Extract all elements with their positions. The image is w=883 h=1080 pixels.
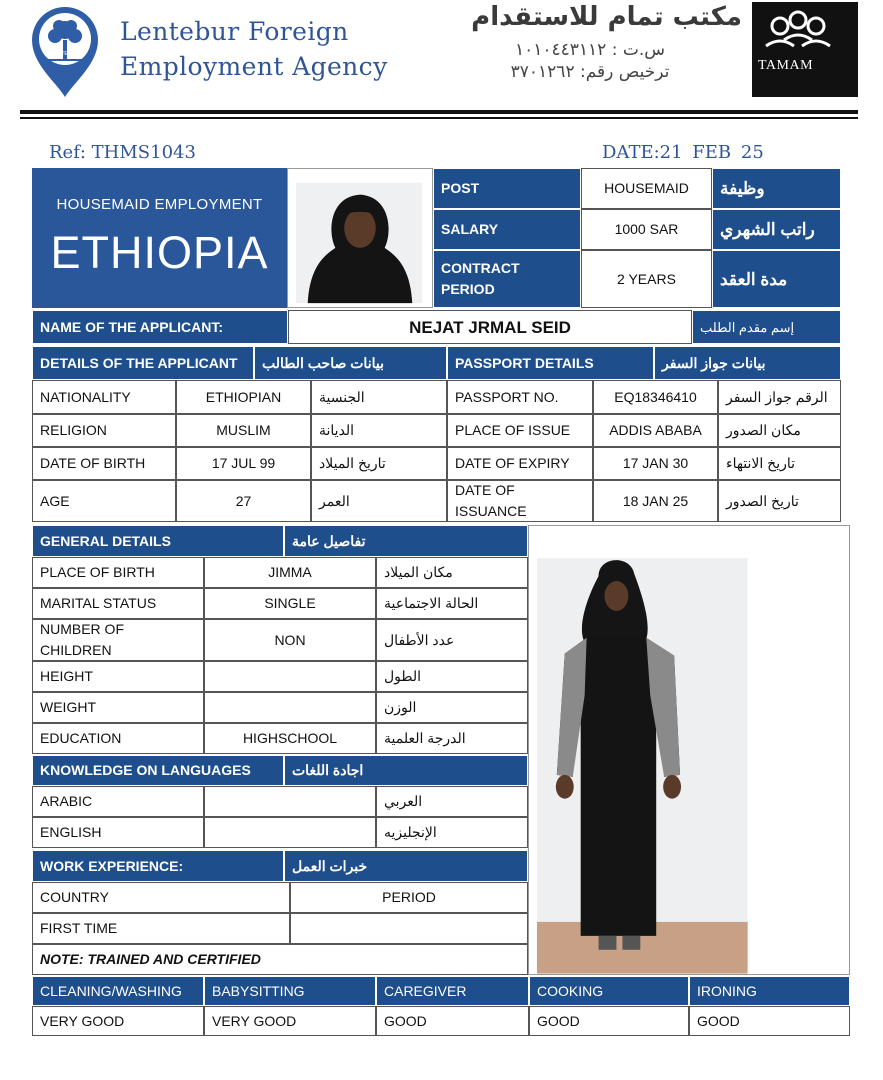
height-value [204,661,376,692]
passport-number-label: PASSPORT NO. [447,380,593,414]
date-of-expiry-label: DATE OF EXPIRY [447,447,593,480]
banner-subtitle: HOUSEMAID EMPLOYMENT [56,196,263,213]
applicant-headshot-photo [287,168,433,308]
skill-header-caregiver: CAREGIVER [376,976,529,1006]
place-of-birth-label: PLACE OF BIRTH [32,557,204,588]
salary-value: 1000 SAR [581,209,712,250]
place-of-issue-label: PLACE OF ISSUE [447,414,593,447]
salary-label: SALARY [433,209,581,250]
contract-period-label: CONTRACT PERIOD [433,250,581,308]
education-value: HIGHSCHOOL [204,723,376,754]
work-country-header: COUNTRY [32,882,290,913]
education-label-ar: الدرجة العلمية [376,723,528,754]
applicant-name-label-ar: إسم مقدم الطلب [692,310,841,344]
arabic-language-label-ar: العربي [376,786,528,817]
marital-status-value: SINGLE [204,588,376,619]
country-banner [32,168,287,308]
skill-level-babysitting: VERY GOOD [204,1006,376,1036]
place-of-issue-label-ar: مكان الصدور [718,414,841,447]
skill-header-babysitting: BABYSITTING [204,976,376,1006]
education-label: EDUCATION [32,723,204,754]
age-label-ar: العمر [311,480,447,522]
skill-header-cooking: COOKING [529,976,689,1006]
date-of-birth-label-ar: تاريخ الميلاد [311,447,447,480]
applicant-full-body-photo [528,525,850,975]
number-of-children-label-ar: عدد الأطفال [376,619,528,661]
contract-period-label-ar: مدة العقد [712,250,841,308]
languages-section-header: KNOWLEDGE ON LANGUAGES [32,755,284,786]
work-section-header: WORK EXPERIENCE: [32,850,284,882]
passport-section-header: PASSPORT DETAILS [447,346,654,380]
arabic-office-name: مكتب تمام للاستقدام [471,2,742,32]
religion-label: RELIGION [32,414,176,447]
tamam-logo [752,2,858,97]
skill-level-cleaning: VERY GOOD [32,1006,204,1036]
age-value: 27 [176,480,311,522]
work-period-header: PERIOD [290,882,528,913]
nationality-value: ETHIOPIAN [176,380,311,414]
weight-value [204,692,376,723]
document-date: DATE:21 FEB 25 [602,142,764,163]
date-of-expiry-label-ar: تاريخ الانتهاء [718,447,841,480]
arabic-cr-number: س.ت : ١٠١٠٤٤٣١١٢ [514,40,665,60]
contract-period-value: 2 YEARS [581,250,712,308]
applicant-name-label: NAME OF THE APPLICANT: [32,310,288,344]
religion-value: MUSLIM [176,414,311,447]
arabic-language-value [204,786,376,817]
languages-section-header-ar: اجادة اللغات [284,755,528,786]
work-period-value [290,913,528,944]
skill-level-caregiver: GOOD [376,1006,529,1036]
agency-pin-logo [26,2,104,98]
svg-text:LENTEBUR: LENTEBUR [51,51,79,57]
date-of-issuance-label: DATE OF ISSUANCE [447,480,593,522]
weight-label: WEIGHT [32,692,204,723]
date-of-birth-value: 17 JUL 99 [176,447,311,480]
arabic-language-label: ARABIC [32,786,204,817]
work-section-header-ar: خبرات العمل [284,850,528,882]
weight-label-ar: الوزن [376,692,528,723]
english-language-label-ar: الإنجليزيه [376,817,528,848]
post-value: HOUSEMAID [581,168,712,209]
banner-country: ETHIOPIA [50,227,269,278]
skill-level-ironing: GOOD [689,1006,850,1036]
tamam-logo-text: TAMAM [758,58,814,73]
agency-name-line1: Lentebur Foreign [120,17,349,46]
passport-section-header-ar: بيانات جواز السفر [654,346,841,380]
age-label: AGE [32,480,176,522]
details-section-header-ar: بيانات صاحب الطالب [254,346,447,380]
post-label-ar: وظيفة [712,168,841,209]
marital-status-label-ar: الحالة الاجتماعية [376,588,528,619]
date-of-issuance-label-ar: تاريخ الصدور [718,480,841,522]
english-language-label: ENGLISH [32,817,204,848]
height-label: HEIGHT [32,661,204,692]
reference-number: Ref: THMS1043 [49,142,196,163]
training-note: NOTE: TRAINED AND CERTIFIED [32,944,528,975]
passport-number-value: EQ18346410 [593,380,718,414]
marital-status-label: MARITAL STATUS [32,588,204,619]
skill-header-ironing: IRONING [689,976,850,1006]
applicant-name: NEJAT JRMAL SEID [288,310,692,344]
passport-number-label-ar: الرقم جواز السفر [718,380,841,414]
date-of-birth-label: DATE OF BIRTH [32,447,176,480]
date-of-issuance-value: 18 JAN 25 [593,480,718,522]
general-section-header: GENERAL DETAILS [32,525,284,557]
nationality-label: NATIONALITY [32,380,176,414]
place-of-issue-value: ADDIS ABABA [593,414,718,447]
date-of-expiry-value: 17 JAN 30 [593,447,718,480]
skill-level-cooking: GOOD [529,1006,689,1036]
work-country-value: FIRST TIME [32,913,290,944]
number-of-children-value: NON [204,619,376,661]
number-of-children-label: NUMBER OF CHILDREN [32,619,204,661]
header-rule-thin [20,117,858,119]
agency-name-line2: Employment Agency [120,52,388,81]
salary-label-ar: راتب الشهري [712,209,841,250]
height-label-ar: الطول [376,661,528,692]
header-rule-thick [20,110,858,114]
english-language-value [204,817,376,848]
general-section-header-ar: تفاصيل عامة [284,525,528,557]
place-of-birth-value: JIMMA [204,557,376,588]
nationality-label-ar: الجنسية [311,380,447,414]
place-of-birth-label-ar: مكان الميلاد [376,557,528,588]
religion-label-ar: الديانة [311,414,447,447]
skill-header-cleaning: CLEANING/WASHING [32,976,204,1006]
arabic-license-number: ترخيص رقم: ٣٧٠١٢٦٢ [510,62,670,82]
agency-name [120,14,388,84]
post-label: POST [433,168,581,209]
details-section-header: DETAILS OF THE APPLICANT [32,346,254,380]
